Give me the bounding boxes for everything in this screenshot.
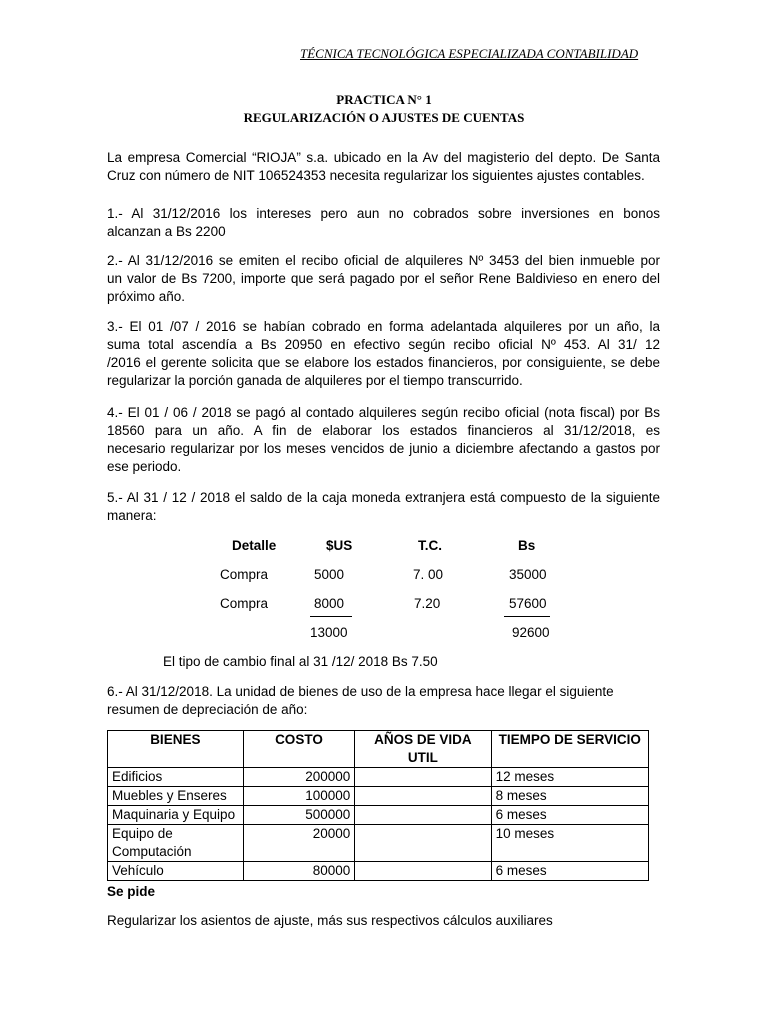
item-3-line: 3.- El 01 /07 / 2016 se habían cobrado en forma adelantada alquileres por un año, la <box>107 319 660 334</box>
currency-cell: 7. 00 <box>413 567 444 582</box>
asset-name: Maquinaria y Equipo <box>108 806 244 825</box>
asset-useful-life <box>355 862 491 881</box>
exchange-rate-note: El tipo de cambio final al 31 /12/ 2018 Bs 7.50 <box>163 654 438 669</box>
currency-cell: 57600 <box>509 596 547 611</box>
item-4-line: ese periodo. <box>107 459 182 474</box>
final-instruction: Regularizar los asientos de ajuste, más sus respectivos cálculos auxiliares <box>107 913 553 928</box>
asset-cost: 80000 <box>243 862 355 881</box>
table-row <box>108 806 649 825</box>
table-row <box>108 787 649 806</box>
item-2-line: próximo año. <box>107 289 186 304</box>
item-3-line: regularizar la porción ganada de alquileres por el tiempo transcurrido. <box>107 373 523 388</box>
asset-service-time: 6 meses <box>491 806 648 825</box>
currency-cell: 8000 <box>314 596 345 611</box>
currency-cell: 35000 <box>509 567 547 582</box>
asset-service-time: 10 meses <box>491 825 648 862</box>
table-row <box>108 825 649 862</box>
asset-service-time: 12 meses <box>491 768 648 787</box>
bs-sum-underline <box>504 616 550 617</box>
asset-cost: 200000 <box>243 768 355 787</box>
item-4-line: 4.- El 01 / 06 / 2018 se pagó al contado alquileres según recibo oficial (nota fiscal) por Bs <box>107 405 660 420</box>
item-5-line: manera: <box>107 508 157 523</box>
table-row <box>108 862 649 881</box>
intro-paragraph <box>107 149 660 185</box>
column-header-bienes: BIENES <box>108 731 244 768</box>
asset-cost: 500000 <box>243 806 355 825</box>
column-header-vida-util: AÑOS DE VIDA UTIL <box>355 731 491 768</box>
item-6-line: 6.- Al 31/12/2018. La unidad de bienes de uso de la empresa hace llegar el siguiente <box>107 684 614 699</box>
practice-subtitle: REGULARIZACIÓN O AJUSTES DE CUENTAS <box>243 110 525 125</box>
asset-useful-life <box>355 806 491 825</box>
currency-cell: Compra <box>220 567 269 582</box>
item-6-paragraph <box>107 683 660 719</box>
usd-sum-underline <box>310 616 352 617</box>
intro-line: La empresa Comercial “RIOJA” s.a. ubicado en la Av del magisterio del depto. De Santa <box>107 150 660 165</box>
item-4-line: necesario regularizar por los meses vencidos de junio a diciembre afectando a gastos por <box>107 441 660 456</box>
asset-cost: 100000 <box>243 787 355 806</box>
currency-cell: Compra <box>220 596 269 611</box>
item-4-paragraph <box>107 404 660 476</box>
item-3-line: suma total ascendía a Bs 20950 en efectivo según recibo oficial Nº 453. Al 31/ 12 <box>107 337 660 352</box>
item-5-line: 5.- Al 31 / 12 / 2018 el saldo de la caja moneda extranjera está compuesto de la siguiente <box>107 490 660 505</box>
currency-header-bs: Bs <box>518 538 536 553</box>
document-header: TÉCNICA TECNOLÓGICA ESPECIALIZADA CONTABILIDAD <box>300 46 639 61</box>
practice-title: PRACTICA N° 1 <box>336 92 432 107</box>
item-3-line: /2016 el gerente solicita que se elabore los estados financieros, por consiguiente, se debe <box>107 355 660 370</box>
currency-header-tc: T.C. <box>418 538 443 553</box>
asset-name: Vehículo <box>108 862 244 881</box>
currency-header-usd: $US <box>326 538 353 553</box>
item-6-line: resumen de depreciación de año: <box>107 702 308 717</box>
se-pide-heading: Se pide <box>107 884 156 899</box>
asset-service-time: 6 meses <box>491 862 648 881</box>
asset-useful-life <box>355 787 491 806</box>
item-1-paragraph <box>107 205 660 241</box>
asset-name: Equipo de Computación <box>108 825 244 862</box>
item-4-line: 18560 para un año. A fin de elaborar los estados financieros al 31/12/2018, es <box>107 423 660 438</box>
item-2-line: 2.- Al 31/12/2016 se emiten el recibo oficial de alquileres Nº 3453 del bien inmueble por <box>107 253 660 268</box>
item-3-paragraph <box>107 318 660 390</box>
depreciation-table <box>107 730 649 881</box>
asset-useful-life <box>355 825 491 862</box>
usd-total: 13000 <box>310 625 348 640</box>
currency-cell: 7.20 <box>414 596 441 611</box>
item-1-line: alcanzan a Bs 2200 <box>107 224 226 239</box>
asset-service-time: 8 meses <box>491 787 648 806</box>
intro-line: Cruz con número de NIT 106524353 necesita regularizar los siguientes ajustes contables. <box>107 168 645 183</box>
table-header-row <box>108 731 649 768</box>
table-row <box>108 768 649 787</box>
currency-header-detalle: Detalle <box>232 538 277 553</box>
asset-name: Edificios <box>108 768 244 787</box>
asset-cost: 20000 <box>243 825 355 862</box>
item-5-paragraph <box>107 489 660 525</box>
column-header-costo: COSTO <box>243 731 355 768</box>
column-header-tiempo-servicio: TIEMPO DE SERVICIO <box>491 731 648 768</box>
asset-name: Muebles y Enseres <box>108 787 244 806</box>
bs-total: 92600 <box>512 625 550 640</box>
item-1-line: 1.- Al 31/12/2016 los intereses pero aun no cobrados sobre inversiones en bonos <box>107 206 660 221</box>
item-2-paragraph <box>107 252 660 306</box>
currency-cell: 5000 <box>314 567 345 582</box>
item-2-line: un valor de Bs 7200, importe que será pagado por el señor Rene Baldivieso en enero del <box>107 271 660 286</box>
asset-useful-life <box>355 768 491 787</box>
